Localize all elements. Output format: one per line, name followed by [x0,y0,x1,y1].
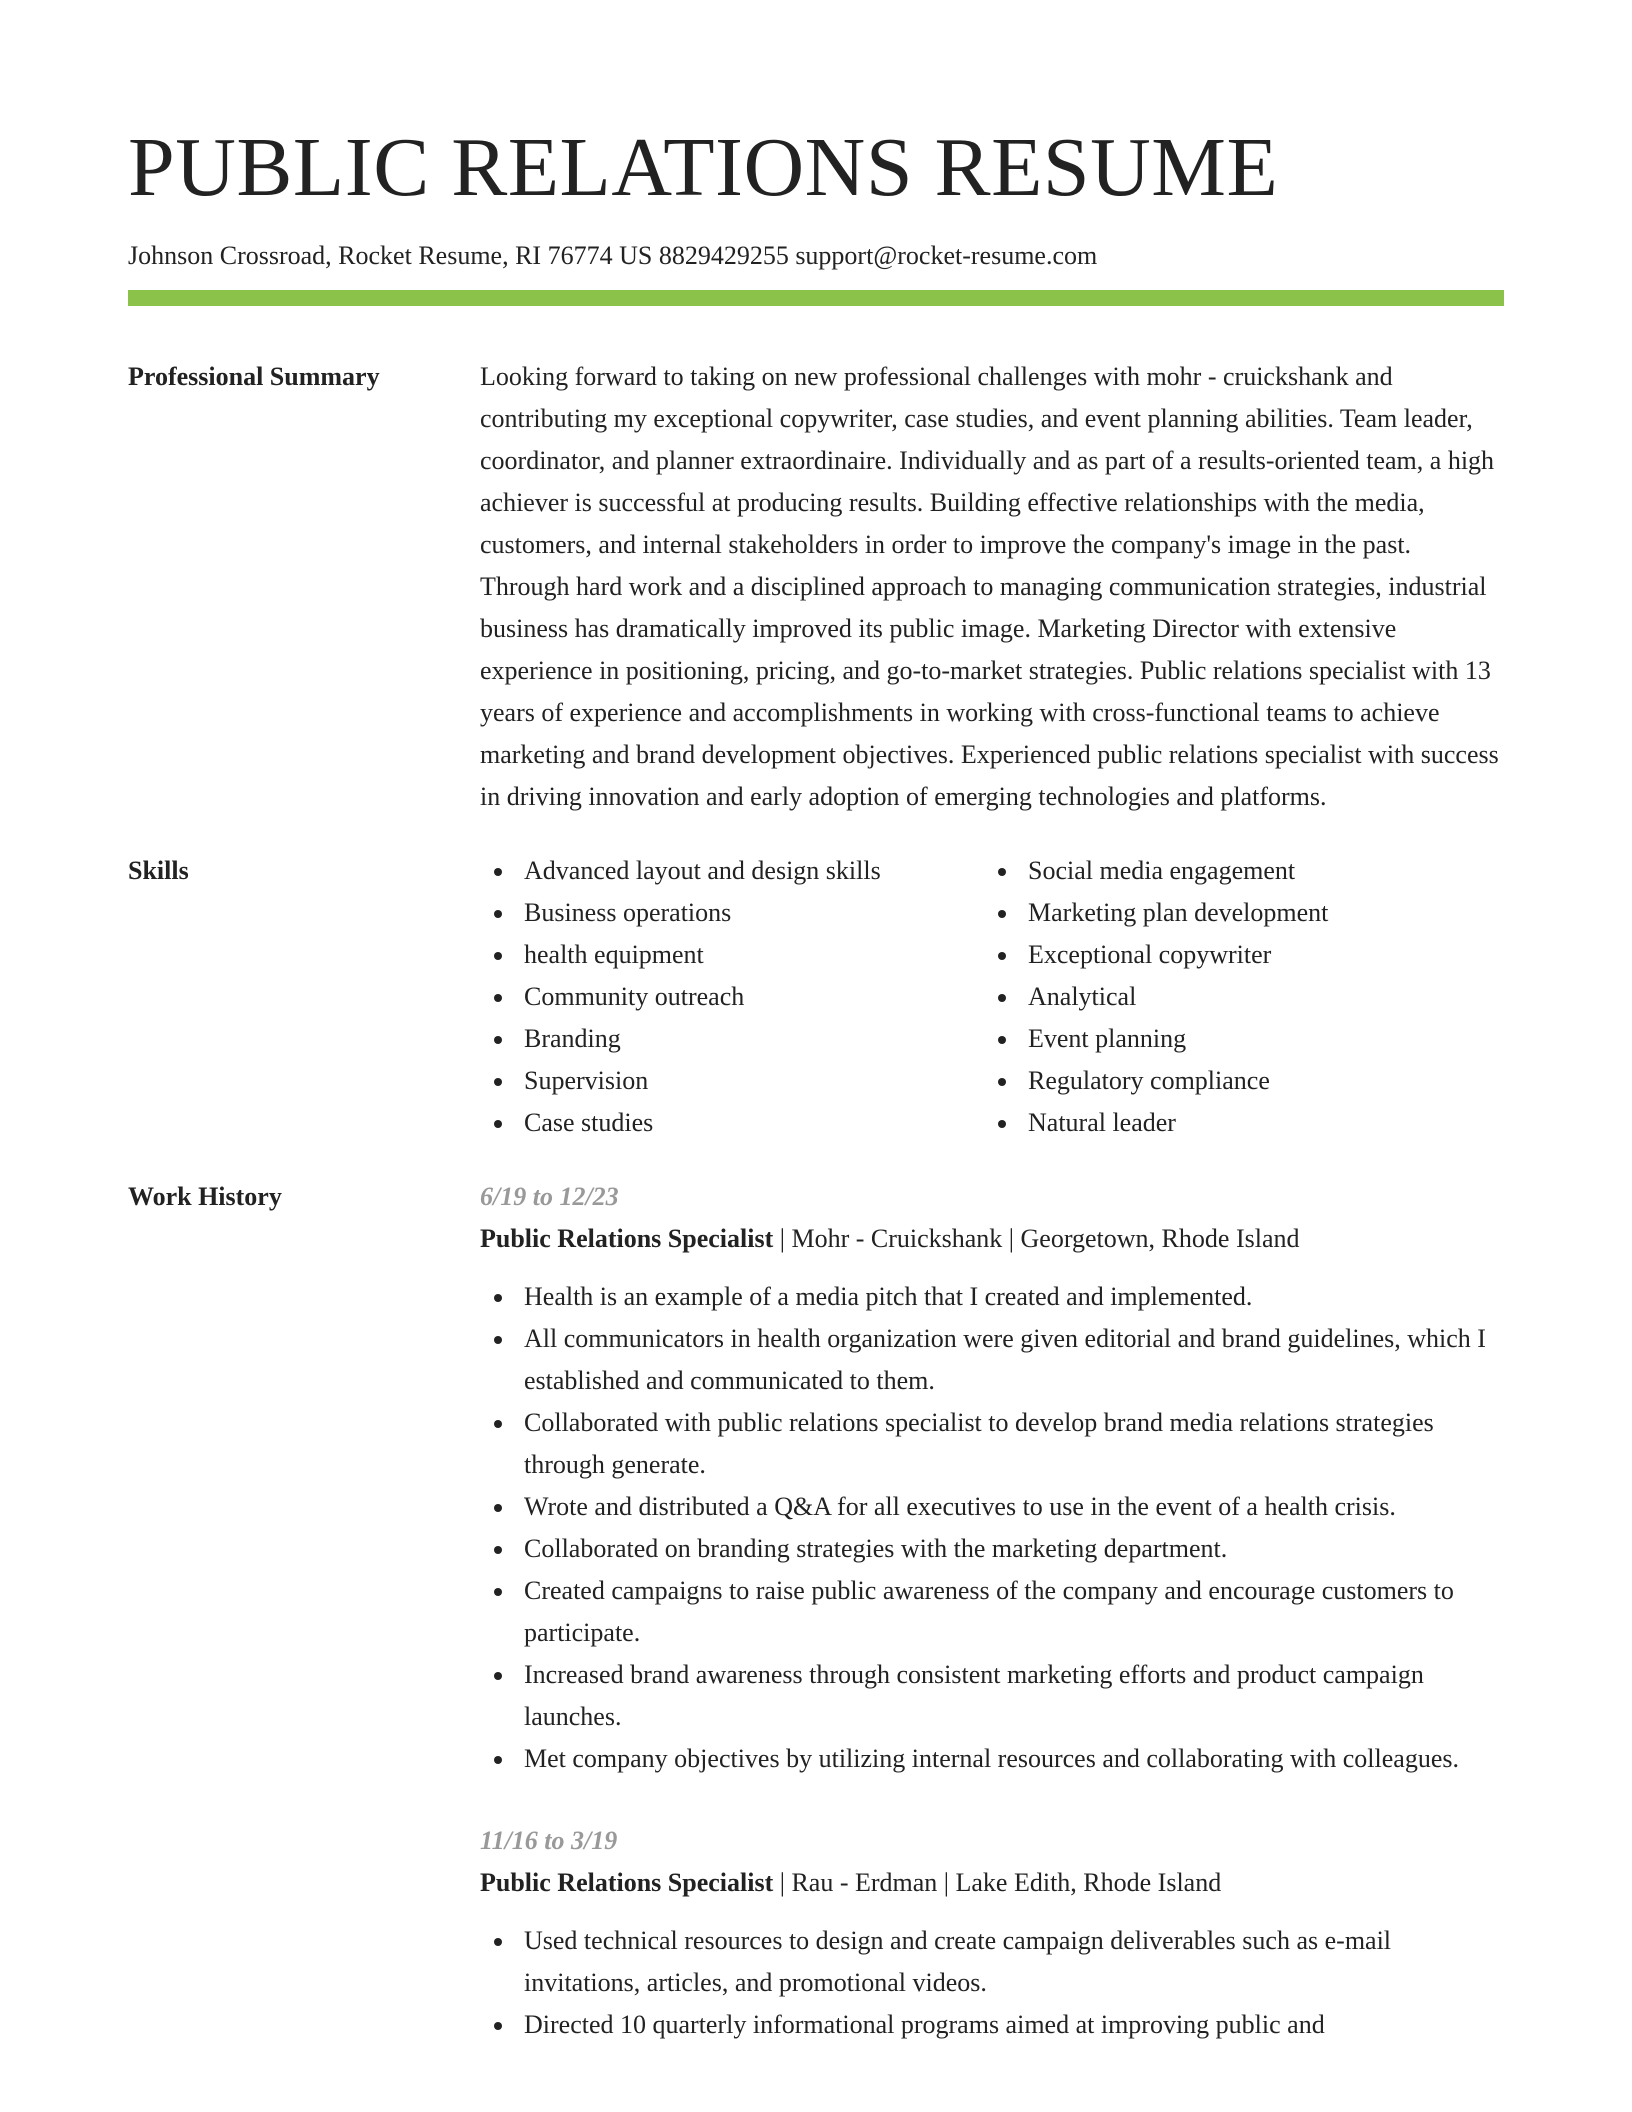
skill-item: Business operations [480,892,984,934]
job-title: Public Relations Specialist [480,1224,774,1253]
skill-item: Community outreach [480,976,984,1018]
contact-line: Johnson Crossroad, Rocket Resume, RI 76774 US 8829429255 support@rocket-resume.com [128,241,1098,270]
job-heading [480,1218,1504,1260]
job-employer-location: | Rau - Erdman | Lake Edith, Rhode Island [773,1868,1222,1897]
section-label: Work History [128,1182,282,1211]
skill-item: Natural leader [984,1102,1488,1144]
section-label: Professional Summary [128,362,380,391]
skill-item: Social media engagement [984,850,1488,892]
skill-item: Advanced layout and design skills [480,850,984,892]
professional-summary-section [128,356,1504,818]
skills-section [128,850,1504,1144]
job-entry [480,1820,1504,2046]
job-employer-location: | Mohr - Cruickshank | Georgetown, Rhode Island [773,1224,1300,1253]
job-bullet: Used technical resources to design and create campaign deliverables such as e-mail invitations, articles, and promotional videos. [480,1920,1504,2004]
skill-item: Exceptional copywriter [984,934,1488,976]
job-bullet: Increased brand awareness through consistent marketing efforts and product campaign launches. [480,1654,1504,1738]
job-dates: 11/16 to 3/19 [480,1826,618,1855]
skill-item: Event planning [984,1018,1488,1060]
skill-item: Branding [480,1018,984,1060]
work-history-section [128,1176,1504,2046]
work-history-list [480,1176,1504,2046]
skill-item: Marketing plan development [984,892,1488,934]
skills-column-right [984,850,1488,1144]
resume-header [128,118,1504,306]
job-entry [480,1176,1504,1780]
job-bullet: Collaborated on branding strategies with the marketing department. [480,1528,1504,1570]
skill-item: health equipment [480,934,984,976]
job-bullet: Met company objectives by utilizing internal resources and collaborating with colleagues. [480,1738,1504,1780]
resume-title: PUBLIC RELATIONS RESUME [128,121,1279,214]
skill-item: Analytical [984,976,1488,1018]
section-label: Skills [128,856,189,885]
job-bullet: Collaborated with public relations specialist to develop brand media relations strategies through generate. [480,1402,1504,1486]
job-bullet: All communicators in health organization were given editorial and brand guidelines, which I established and communicated to them. [480,1318,1504,1402]
job-dates: 6/19 to 12/23 [480,1182,619,1211]
job-title: Public Relations Specialist [480,1868,774,1897]
job-heading [480,1862,1504,1904]
summary-text: Looking forward to taking on new professional challenges with mohr - cruickshank and contributing my exceptional copywriter, case studies, and event planning abilities. Team leader, coordinator, and planner extraordinaire. Individually and as part of a results-oriented team, a high achiever is successful at producing results. Building effective relationships with the media, customers, and internal stakeholders in order to improve the company's image in the past. Through hard work and a disciplined approach to managing communication strategies, industrial business has dramatically improved its public image. Marketing Director with extensive experience in positioning, pricing, and go-to-market strategies. Public relations specialist with 13 years of experience and accomplishments in working with cross-functional teams to achieve marketing and brand development objectives. Experienced public relations specialist with success in driving innovation and early adoption of emerging technologies and platforms. [480,362,1499,811]
skill-item: Case studies [480,1102,984,1144]
job-bullet: Created campaigns to raise public awareness of the company and encourage customers to participate. [480,1570,1504,1654]
job-bullet: Health is an example of a media pitch that I created and implemented. [480,1276,1504,1318]
skills-column-left [480,850,984,1144]
skills-list [480,850,1504,1144]
job-bullets [480,1276,1504,1780]
job-bullet: Directed 10 quarterly informational programs aimed at improving public and [480,2004,1504,2046]
job-bullet: Wrote and distributed a Q&A for all executives to use in the event of a health crisis. [480,1486,1504,1528]
skill-item: Regulatory compliance [984,1060,1488,1102]
skill-item: Supervision [480,1060,984,1102]
accent-divider [128,290,1504,306]
job-bullets [480,1920,1504,2046]
